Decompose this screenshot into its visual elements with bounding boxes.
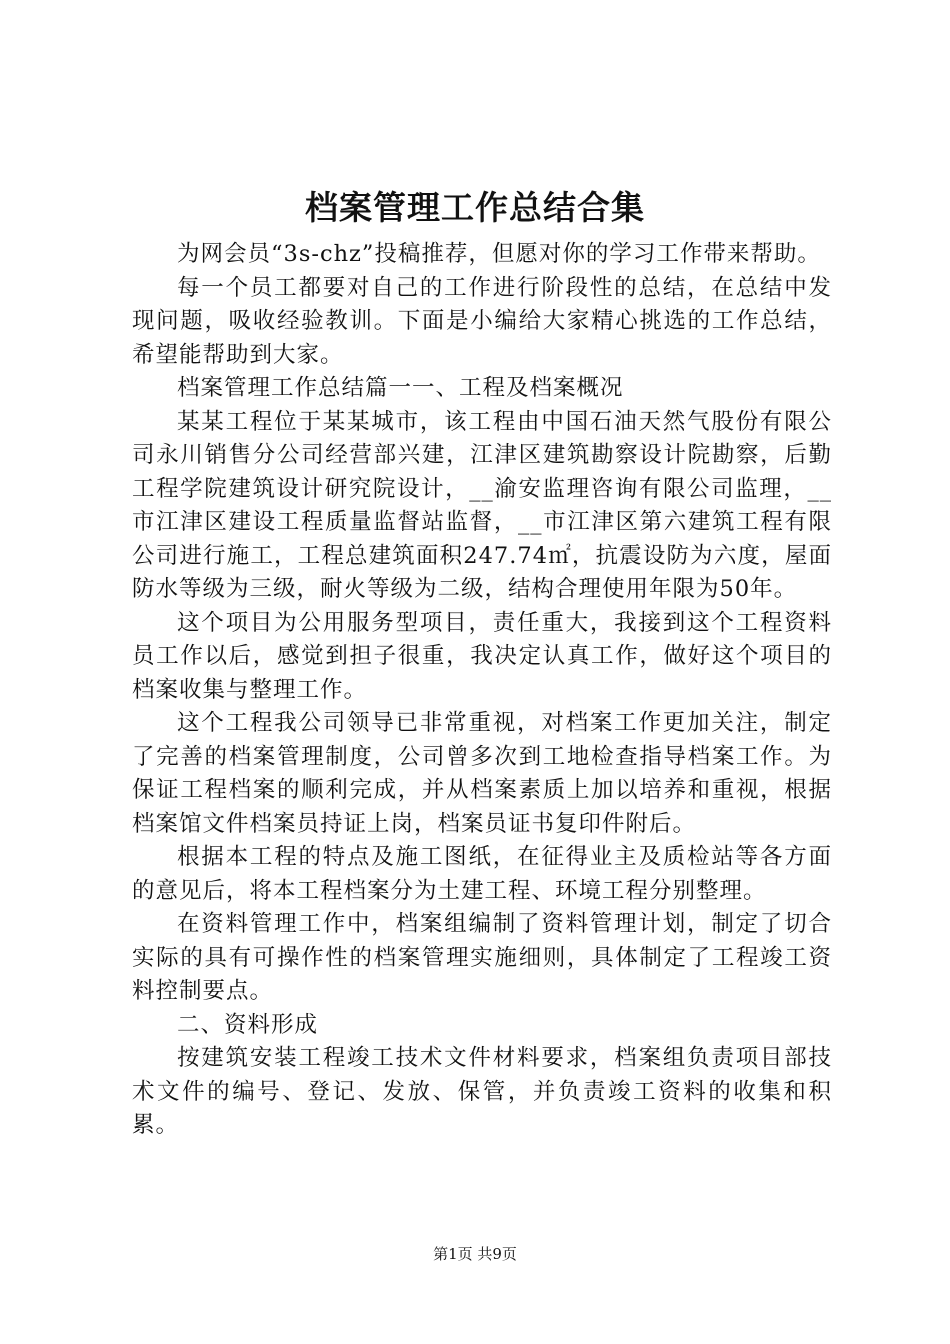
paragraph-management-system: 这个工程我公司领导已非常重视，对档案工作更加关注，制定了完善的档案管理制度，公司曾多次到工地检查指导档案工作。为保证工程档案的顺利完成，并从档案素质上加以培养和重视，根据档案馆文件档案员持证上岗，档案员证书复印件附后。 <box>132 710 832 837</box>
document-title: 档案管理工作总结合集 <box>305 188 645 227</box>
paragraph-summary-purpose: 每一个员工都要对自己的工作进行阶段性的总结，在总结中发现问题，吸收经验教训。下面是小编给大家精心挑选的工作总结，希望能帮助到大家。 <box>132 274 832 368</box>
paragraph-responsibility: 这个项目为公用服务型项目，责任重大，我接到这个工程资料员工作以后，感觉到担子很重，我决定认真工作，做好这个项目的档案收集与整理工作。 <box>132 609 832 703</box>
paragraph-project-overview: 某某工程位于某某城市，该工程由中国石油天然气股份有限公司永川销售分公司经营部兴建，江津区建筑勘察设计院勘察，后勤工程学院建筑设计研究院设计，__渝安监理咨询有限公司监理，__市江津区建设工程质量监督站监督，__市江津区第六建筑工程有限公司进行施工，工程总建筑面积247.74㎡，抗震设防为六度，屋面防水等级为三级，耐火等级为二级，结构合理使用年限为50年。 <box>132 408 832 602</box>
document-body <box>132 238 832 1143</box>
section-heading-overview: 档案管理工作总结篇一一、工程及档案概况 <box>177 375 624 401</box>
paragraph-management-plan: 在资料管理工作中，档案组编制了资料管理计划，制定了切合实际的具有可操作性的档案管理实施细则，具体制定了工程竣工资料控制要点。 <box>132 911 832 1004</box>
section-heading-formation: 二、资料形成 <box>177 1011 319 1038</box>
page-number-footer: 第1页 共9页 <box>433 1245 517 1263</box>
paragraph-formation-detail: 按建筑安装工程竣工技术文件材料要求，档案组负责项目部技术文件的编号、登记、发放、保管，并负责竣工资料的收集和积累。 <box>132 1045 832 1138</box>
paragraph-intro: 为网会员“3s-chz”投稿推荐，但愿对你的学习工作带来帮助。 <box>177 241 821 267</box>
paragraph-classification: 根据本工程的特点及施工图纸，在征得业主及质检站等各方面的意见后，将本工程档案分为土建工程、环境工程分别整理。 <box>132 844 832 904</box>
